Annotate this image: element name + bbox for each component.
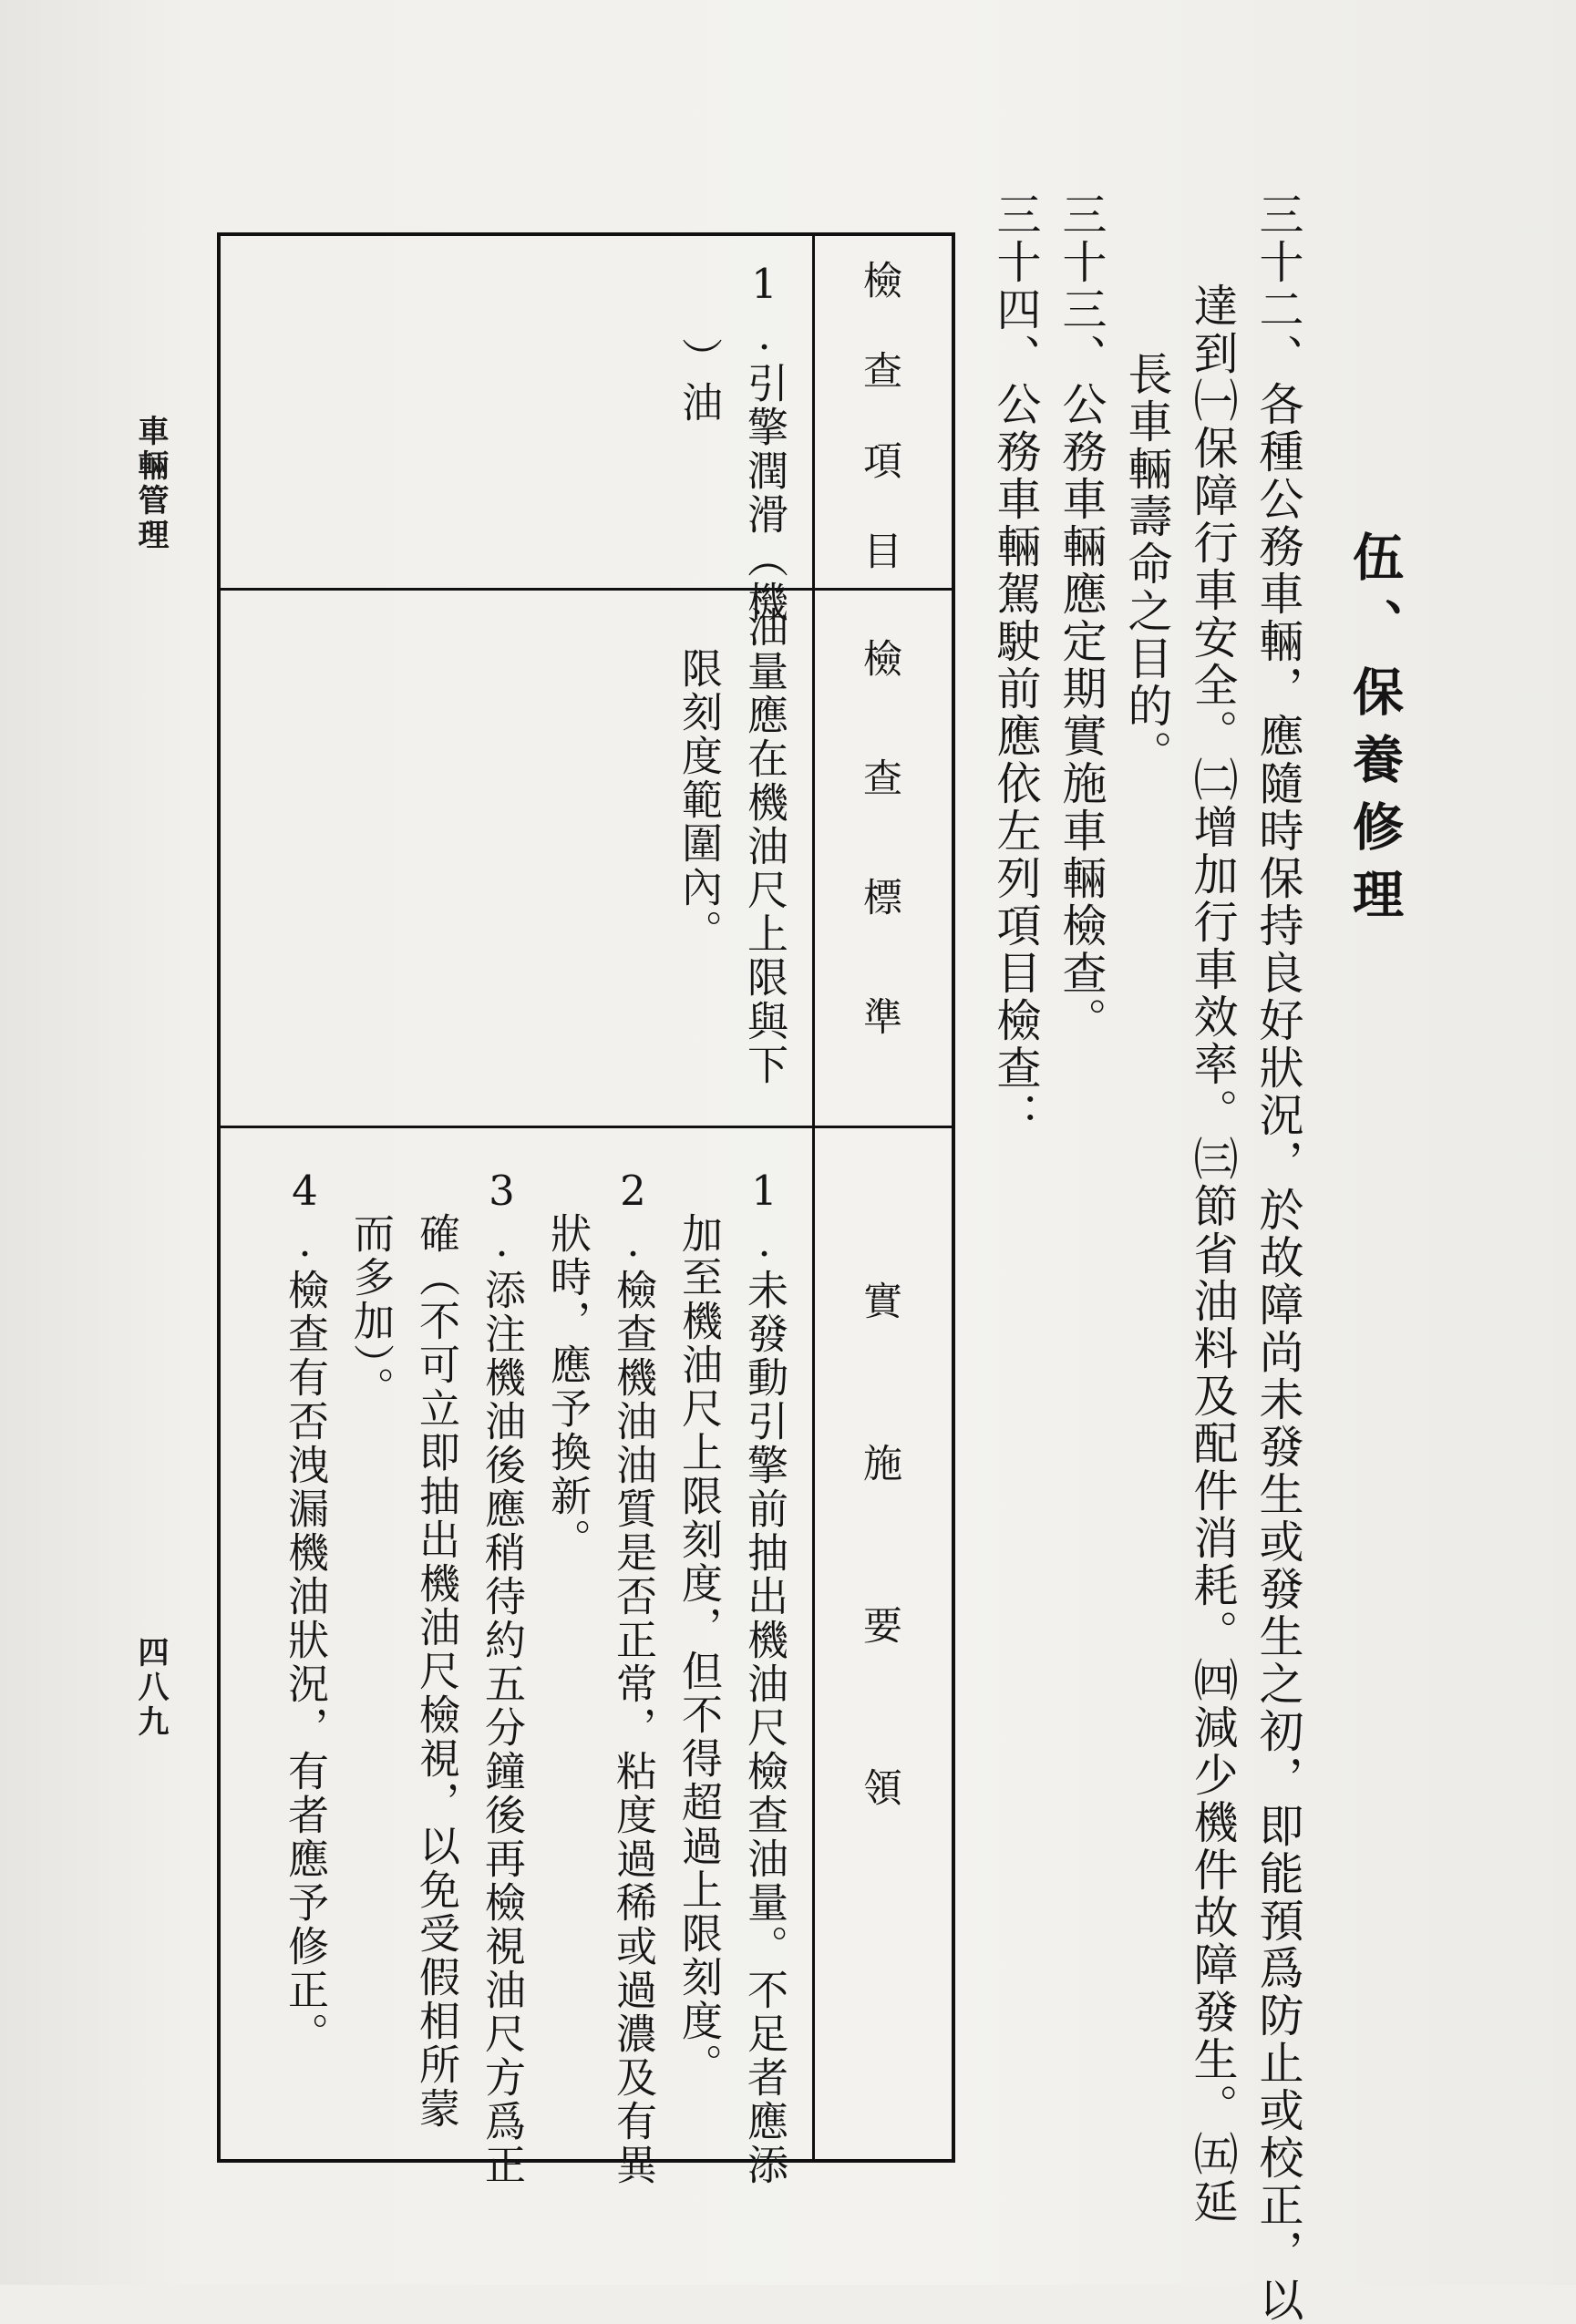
item-engine-lubrication-cont: ）油 [675, 337, 723, 425]
paragraph-32-line-2: 達到㈠保障行車安全。㈡增加行車效率。㈢節省油料及配件消耗。㈣減少機件故障發生。㈤延 [1187, 283, 1239, 2226]
procedure-line-4: 狀時，應予換新。 [543, 1212, 592, 1562]
table-header-divider [812, 232, 815, 2163]
standard-oil-level-line-2: 限刻度範圍內。 [675, 647, 723, 953]
standard-oil-level-line-1: 油量應在機油尺上限與下 [740, 606, 788, 1087]
table-border-left [217, 232, 221, 2163]
header-inspection-standard: 檢查標準 [857, 638, 902, 1116]
procedure-line-6: 確（不可立即抽出機油尺檢視，以免受假相所蒙 [412, 1212, 460, 2131]
item-engine-lubrication: 1.引擎潤滑（機 [740, 260, 788, 624]
table-border-top [217, 232, 955, 236]
running-head-book-title: 車輛管理 [132, 415, 169, 553]
table-divider-item-standard [217, 588, 955, 591]
procedure-line-8: 4.檢查有否洩漏機油狀況，有者應予修正。 [281, 1167, 329, 2056]
inspection-table [217, 232, 955, 2187]
header-inspection-item: 檢查項目 [857, 260, 902, 621]
page-number: 四八九 [132, 1636, 169, 1740]
procedure-line-2: 加至機油尺上限刻度，但不得超過上限刻度。 [675, 1212, 723, 2087]
table-divider-standard-procedure [217, 1126, 955, 1128]
procedure-line-1: 1.未發動引擎前抽出機油尺檢查油量。不足者應添 [740, 1167, 788, 2187]
paragraph-33: 三十三、公務車輛應定期實施車輛檢查。 [1056, 191, 1107, 1044]
paragraph-32-line-1: 三十二、各種公務車輛，應隨時保持良好狀況，於故障尚未發生或發生之初，即能預爲防止或校正，以 [1252, 191, 1304, 2324]
section-heading: 伍、保養修理 [1344, 530, 1405, 935]
procedure-line-5: 3.添注機油後應稍待約五分鐘後再檢視油尺方爲正 [478, 1167, 526, 2187]
paragraph-34: 三十四、公務車輛駕駛前應依左列項目檢查： [990, 191, 1042, 1139]
procedure-line-7: 而多加）。 [346, 1212, 395, 1411]
procedure-line-3: 2.檢查機油油質是否正常，粘度過稀或過濃及有異 [609, 1167, 657, 2187]
paragraph-32-line-3: 長車輛壽命之目的。 [1121, 351, 1173, 777]
table-border-bottom [217, 2159, 955, 2163]
table-border-right [952, 232, 955, 2163]
header-procedure: 實施要領 [857, 1280, 902, 1929]
